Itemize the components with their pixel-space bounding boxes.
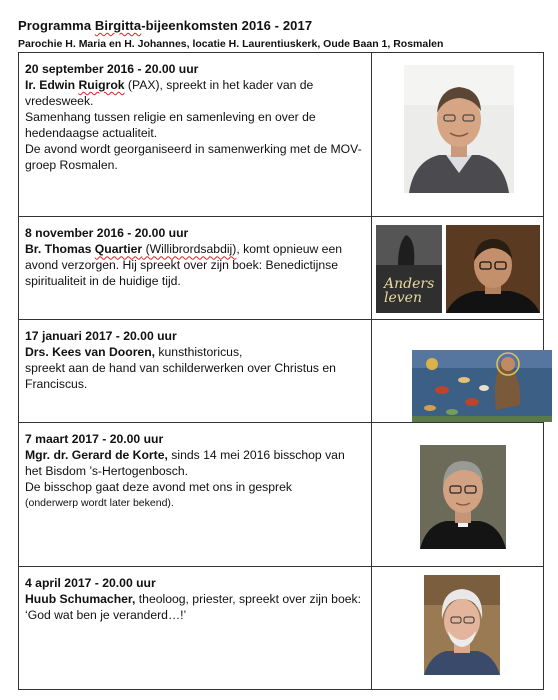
event-photo-cell	[372, 217, 544, 320]
event-date: 17 januari 2017 - 20.00 uur	[25, 329, 177, 344]
event-speaker: Mgr. dr. Gerard de Korte, sinds 14 mei 2016 bisschop van het Bisdom ’s-Hertogenbosch.	[25, 447, 345, 478]
event-speaker: Huub Schumacher, theoloog, priester, spreekt over zijn boek:	[25, 591, 361, 606]
event-row	[19, 217, 544, 320]
book-title: Anders leven	[384, 276, 435, 307]
event-row	[19, 320, 544, 423]
event-speaker: Drs. Kees van Dooren, kunsthistoricus,	[25, 345, 243, 360]
event-row	[19, 422, 544, 566]
speaker-photo	[420, 445, 506, 549]
event-description: De avond wordt georganiseerd in samenwerking met de MOV-groep Rosmalen.	[25, 142, 362, 172]
event-date: 20 september 2016 - 20.00 uur	[25, 62, 199, 76]
event-date: 7 maart 2017 - 20.00 uur	[25, 431, 164, 446]
event-speaker: Ir. Edwin Ruigrok (PAX), spreekt in het kader van de vredesweek.	[25, 78, 314, 108]
painting-image	[412, 350, 552, 422]
book-cover	[376, 225, 442, 313]
event-photo-cell	[372, 422, 544, 566]
event-photo-cell	[372, 320, 544, 423]
page-title: Programma Birgitta-bijeenkomsten 2016 - 2017	[18, 18, 313, 33]
event-text	[19, 422, 372, 566]
page-subtitle: Parochie H. Maria en H. Johannes, locatie H. Laurentiuskerk, Oude Baan 1, Rosmalen	[18, 38, 444, 50]
event-description: De bisschop gaat deze avond met ons in gesprek	[25, 479, 292, 494]
program-table	[18, 52, 544, 690]
event-row	[19, 566, 544, 689]
speaker-photo	[404, 65, 514, 193]
event-photo-cell	[372, 53, 544, 217]
speaker-photo	[446, 225, 540, 313]
event-description: spreekt aan de hand van schilderwerken over Christus en Franciscus.	[25, 361, 336, 392]
event-text	[19, 53, 372, 217]
event-text	[19, 566, 372, 689]
event-row	[19, 53, 544, 217]
event-speaker: Br. Thomas Quartier (Willibrordsabdij), komt opnieuw een avond verzorgen. Hij spreekt over zijn boek: Benedictijnse spiritualiteit in de huidige tijd.	[25, 242, 343, 289]
event-photo-cell	[372, 566, 544, 689]
event-date: 4 april 2017 - 20.00 uur	[25, 575, 156, 590]
event-text	[19, 217, 372, 320]
event-description: ‘God wat ben je veranderd…!’	[25, 607, 187, 622]
event-note: (onderwerp wordt later bekend).	[25, 496, 174, 509]
event-description: Samenhang tussen religie en samenleving en over de hedendaagse actualiteit.	[25, 110, 316, 140]
speaker-photo	[424, 575, 500, 675]
event-text	[19, 320, 372, 423]
event-date: 8 november 2016 - 20.00 uur	[25, 226, 189, 241]
